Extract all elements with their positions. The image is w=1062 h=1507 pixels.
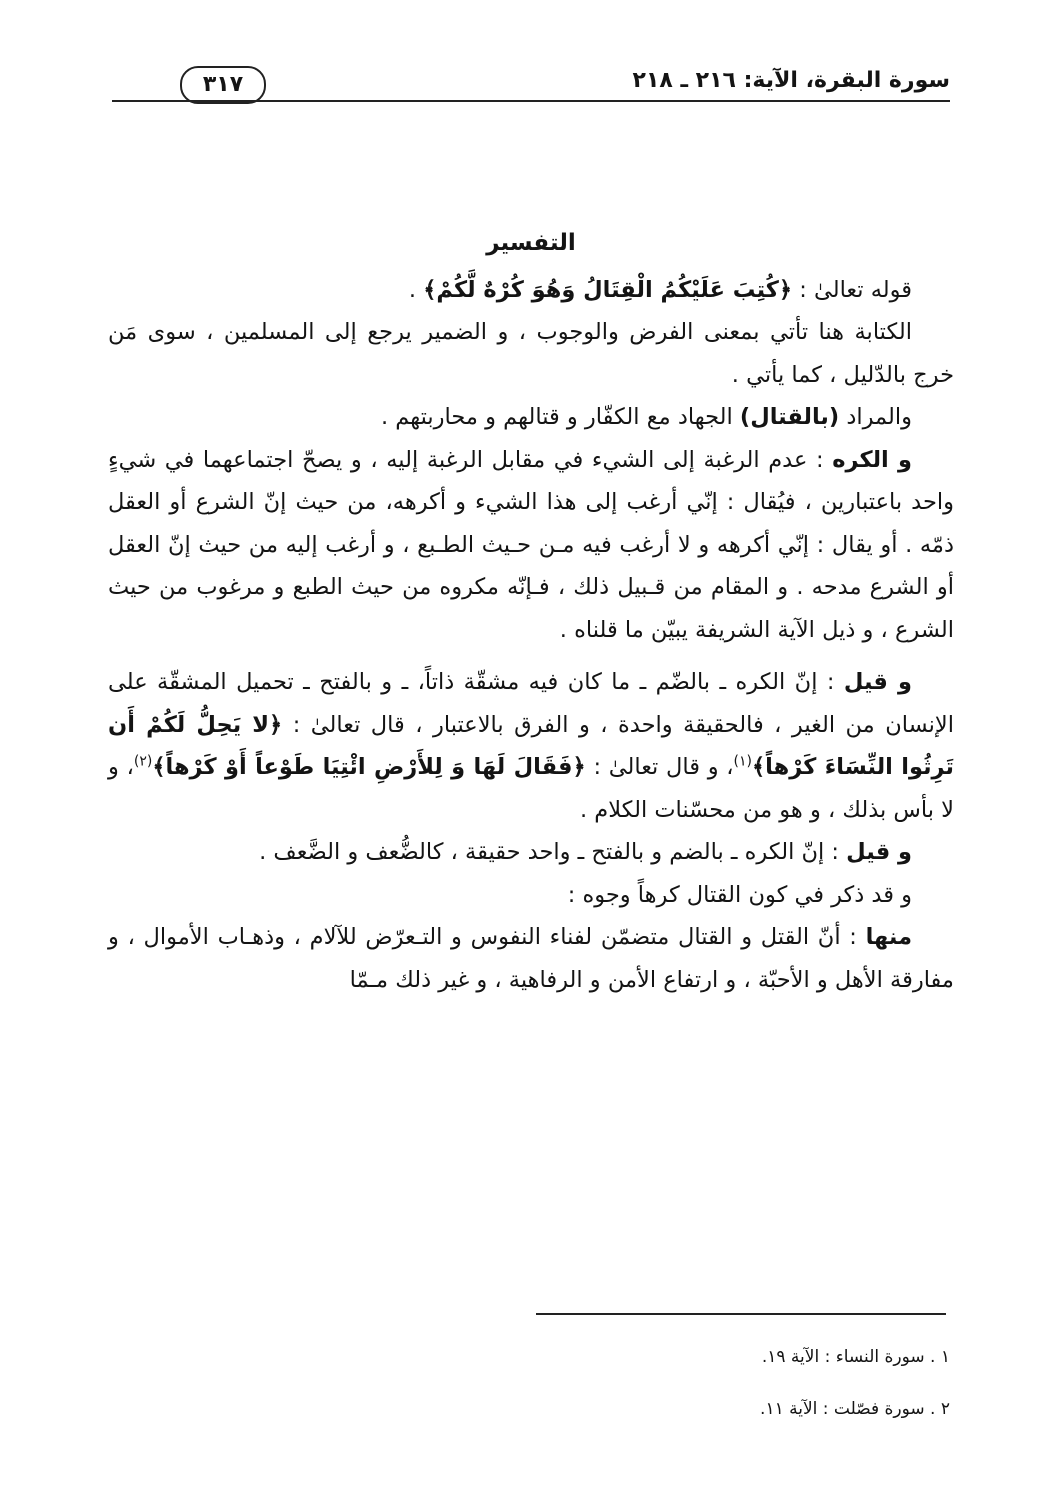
footnote-ref[interactable]: (٢) (133, 753, 153, 770)
bold-term: و قيل (846, 839, 912, 865)
paragraph-1 (108, 269, 954, 312)
paragraph-4 (108, 439, 954, 652)
paragraph-3 (108, 396, 954, 439)
footnote-1: ١ . سورة النساء : الآية ١٩. (761, 1347, 950, 1367)
footnote-separator (536, 1313, 946, 1315)
quran-verse: ﴿فَقَالَ لَهَا وَ لِلأَرْضِ ائْتِيَا طَوْعاً أَوْ كَرْهاً﴾ (152, 754, 586, 780)
page-header (112, 66, 950, 106)
paragraph-6 (108, 831, 954, 874)
text-span: ، و لا بأس بذلك ، و هو من محسّنات الكلام . (108, 754, 954, 823)
quran-verse: ﴿لا يَحِلُّ لَكُمْ أَن تَرِثُوا النِّسَاءَ كَرْهاً﴾ (108, 711, 954, 780)
text-span: : عدم الرغبة إلى الشيء في مقابل الرغبة إليه ، و يصحّ اجتماعهما في شيءٍ واحد باعتبارين ، فيُقال : إنّي أرغب إلى هذا الشيء و أكرهه، من حيث إنّ الشرع أو العقل ذمّه . أو يقال : إنّي أكرهه و لا أرغب فيه مـن حـيث الطـبع ، و أرغب إليه من حيث إنّ العقل أو الشرع مدحه . و المقام من قـبيل ذلك ، فـإنّه مكروه من حيث الطبع و مرغوب من حيث الشرع ، و ذيل الآية الشريفة يبيّن ما قلناه . (108, 446, 954, 643)
text-span: ، و قال تعالىٰ : (585, 754, 734, 780)
header-rule (112, 100, 950, 102)
page-number: ٣١٧ (180, 66, 266, 104)
running-head: سورة البقرة، الآية: ٢١٦ ـ ٢١٨ (632, 68, 950, 93)
text-span: : أنّ القتل و القتال متضمّن لفناء النفوس و التـعرّض للآلام ، وذهـاب الأموال ، و مفارقة الأهل و الأحبّة ، و ارتفاع الأمن و الرفاهية ، و غير ذلك مـمّا (108, 924, 954, 993)
text-span: . (408, 276, 424, 303)
text-span: الجهاد مع الكفّار و قتالهم و محاربتهم . (380, 404, 740, 430)
main-text (108, 222, 954, 1001)
bold-term: (بالقتال) (739, 404, 840, 430)
text-span: : إنّ الكره ـ بالضّم ـ ما كان فيه مشقّة ذاتاً، ـ و بالفتح ـ تحميل المشقّة على الإنسان من الغير ، فالحقيقة واحدة ، و الفرق بالاعتبار ، قال تعالىٰ : (108, 669, 954, 738)
text-span: والمراد (839, 404, 912, 430)
paragraph-2: الكتابة هنا تأتي بمعنى الفرض والوجوب ، و الضمير يرجع إلى المسلمين ، سوى مَن خرج بالدّليل ، كما يأتي . (108, 319, 954, 388)
text-span: قوله تعالىٰ : (792, 276, 912, 303)
paragraph-7: و قد ذكر في كون القتال كرهاً وجوه : (567, 881, 912, 908)
bold-term: و قيل (843, 669, 912, 695)
text-span: : إنّ الكره ـ بالضم و بالفتح ـ واحد حقيقة ، كالضُّعف و الضَّعف . (259, 839, 847, 865)
paragraph-5 (108, 661, 954, 831)
bold-term: و الكره (832, 446, 913, 473)
paragraph-8 (108, 916, 954, 1001)
quran-verse: ﴿كُتِبَ عَلَيْكُمُ الْقِتَالُ وَهُوَ كُرْهٌ لَّكُمْ﴾ (423, 276, 793, 303)
footnote-2: ٢ . سورة فصّلت : الآية ١١. (760, 1399, 950, 1419)
section-title: التفسير (486, 230, 576, 256)
footnote-ref[interactable]: (١) (733, 753, 752, 770)
bold-term: منها (865, 924, 912, 950)
footnotes (530, 1344, 950, 1448)
